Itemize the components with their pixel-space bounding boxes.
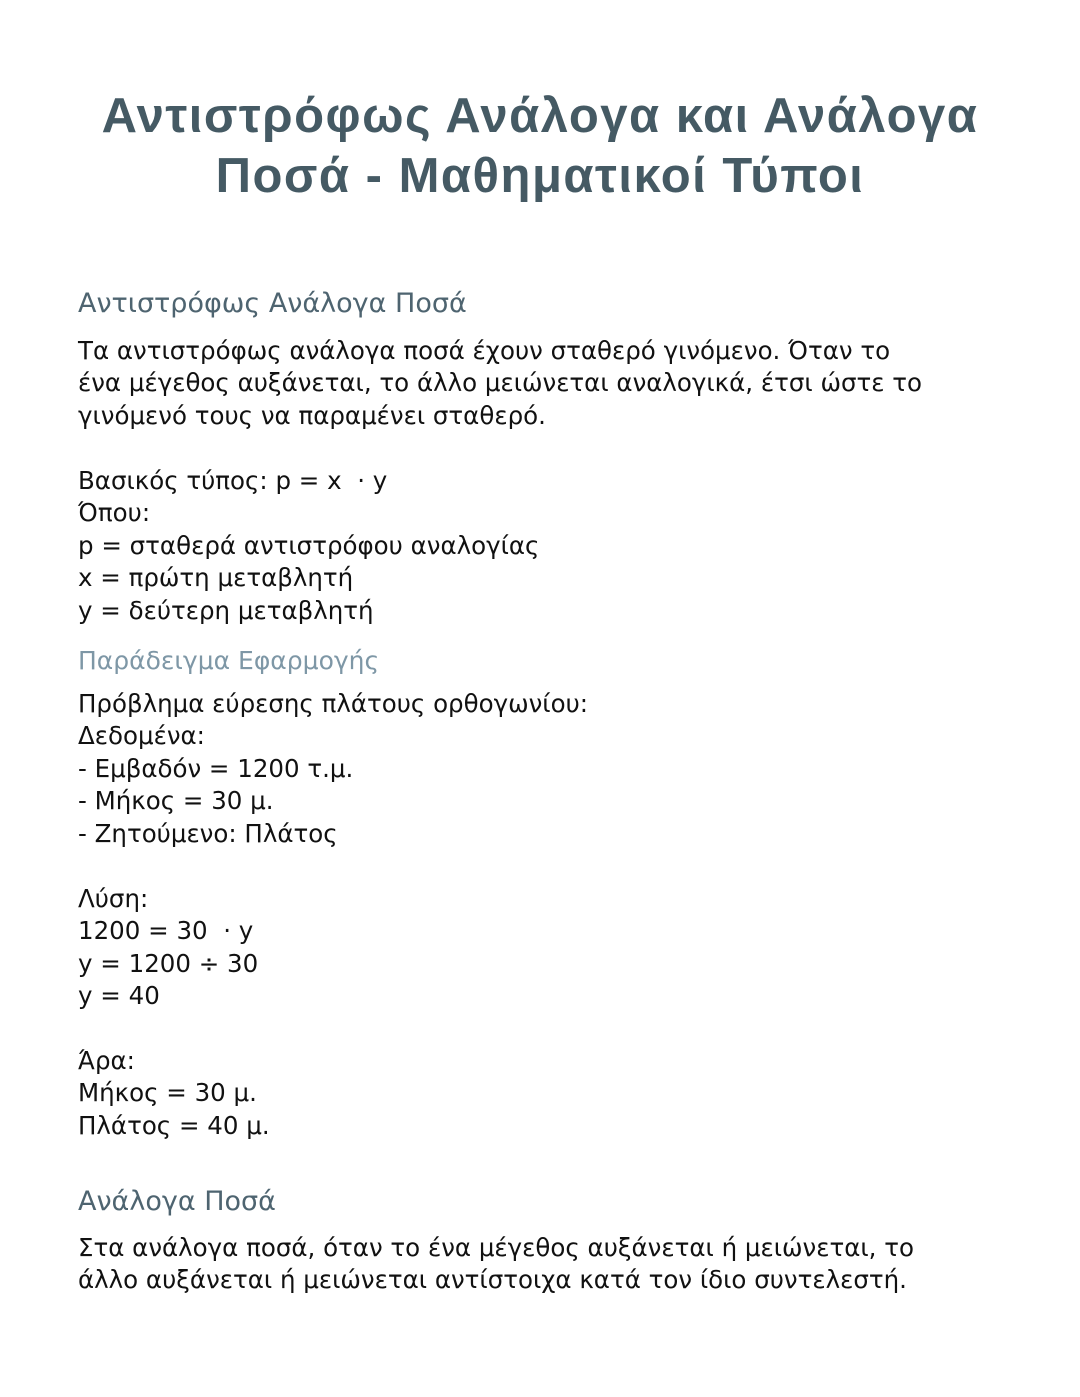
example-result-block	[78, 1045, 978, 1142]
result-line: Άρα:	[78, 1046, 135, 1075]
formula-line: p = σταθερά αντιστρόφου αναλογίας	[78, 530, 540, 560]
direct-section-heading: Ανάλογα Ποσά	[78, 1186, 276, 1217]
page-title-line-2: Ποσά - Μαθηματικοί Τύποι	[215, 149, 865, 203]
given-line: Πρόβλημα εύρεσης πλάτους ορθογωνίου:	[78, 689, 589, 718]
given-line: Δεδομένα:	[78, 721, 205, 751]
formula-line: y = δεύτερη μεταβλητή	[78, 595, 374, 625]
given-line: - Μήκος = 30 μ.	[78, 786, 274, 816]
formula-line: Όπου:	[78, 498, 151, 528]
result-line: Πλάτος = 40 μ.	[78, 1110, 270, 1140]
given-line: - Εμβαδόν = 1200 τ.μ.	[78, 753, 354, 783]
text-line: Τα αντιστρόφως ανάλογα ποσά έχουν σταθερό γινόμενο. Όταν το	[78, 336, 891, 365]
text-line: Στα ανάλογα ποσά, όταν το ένα μέγεθος αυξάνεται ή μειώνεται, το	[78, 1233, 914, 1262]
inverse-formula-block	[78, 465, 978, 627]
solution-line: 1200 = 30 · y	[78, 916, 254, 946]
inverse-description	[78, 335, 1018, 432]
page-title	[60, 86, 1020, 206]
text-line: ένα μέγεθος αυξάνεται, το άλλο μειώνεται αναλογικά, έτσι ώστε το	[78, 368, 923, 398]
formula-line: Βασικός τύπος: p = x · y	[78, 466, 388, 495]
text-line: άλλο αυξάνεται ή μειώνεται αντίστοιχα κατά τον ίδιο συντελεστή.	[78, 1265, 907, 1295]
example-heading: Παράδειγμα Εφαρμογής	[78, 646, 380, 675]
direct-description	[78, 1232, 1018, 1297]
example-solution-block	[78, 883, 978, 1013]
example-given-block	[78, 688, 978, 850]
given-line: - Ζητούμενο: Πλάτος	[78, 818, 338, 848]
solution-line: y = 1200 ÷ 30	[78, 948, 259, 978]
solution-line: y = 40	[78, 981, 160, 1011]
inverse-section-heading: Αντιστρόφως Ανάλογα Ποσά	[78, 288, 467, 319]
solution-line: Λύση:	[78, 884, 149, 913]
page-title-line-1: Αντιστρόφως Ανάλογα και Ανάλογα	[101, 89, 979, 143]
text-line: γινόμενό τους να παραμένει σταθερό.	[78, 400, 546, 430]
formula-line: x = πρώτη μεταβλητή	[78, 563, 354, 593]
result-line: Μήκος = 30 μ.	[78, 1078, 257, 1108]
